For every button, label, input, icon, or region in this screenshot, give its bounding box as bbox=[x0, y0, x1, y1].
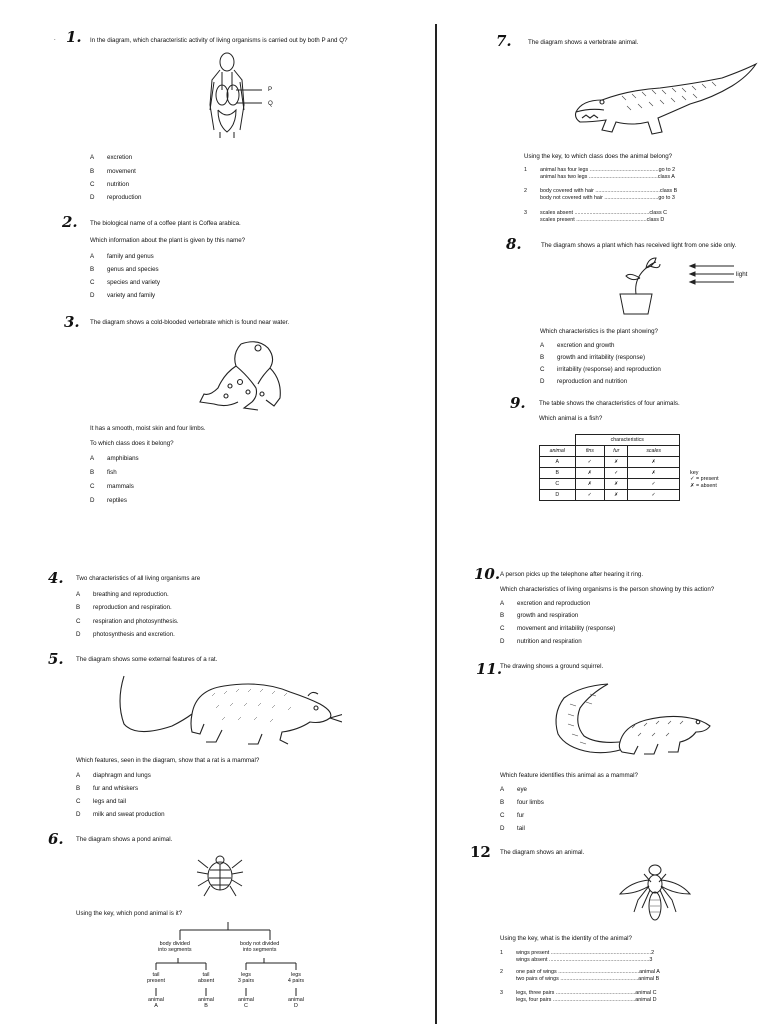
q3-option-d: D reptiles bbox=[90, 497, 127, 504]
q6-key-animal-a: animal A bbox=[148, 997, 164, 1010]
q6-key-legs-3-pairs: legs 3 pairs bbox=[237, 972, 255, 985]
q12-key-row-2: wings absent ...................................................................3 bbox=[516, 957, 653, 963]
q1-option-a: A excretion bbox=[90, 154, 133, 161]
q1-option-b: B movement bbox=[90, 168, 136, 175]
table-cell: D bbox=[540, 490, 576, 501]
q7-key-row-1: 1 animal has four legs ..............................................go to 2 bbox=[524, 167, 676, 173]
q5-number: 5. bbox=[48, 650, 64, 668]
q3-text1: The diagram shows a cold-blooded vertebrate which is found near water. bbox=[90, 319, 290, 326]
q8-text1: The diagram shows a plant which has received light from one side only. bbox=[541, 242, 737, 249]
q2-text1: The biological name of a coffee plant is Coffea arabica. bbox=[90, 220, 241, 227]
q6-pond-animal-diagram bbox=[196, 850, 244, 898]
q2-option-a: A family and genus bbox=[90, 253, 154, 260]
q6-key-tree-lines bbox=[150, 920, 330, 942]
q9-text2: Which animal is a fish? bbox=[539, 415, 603, 422]
table-cell: ✓ bbox=[628, 490, 680, 501]
q7-crocodile-diagram bbox=[572, 60, 762, 142]
table-cell: A bbox=[540, 457, 576, 468]
q11-number: 11. bbox=[476, 660, 503, 678]
q2-text2: Which information about the plant is given by this name? bbox=[90, 237, 246, 244]
q11-squirrel-diagram bbox=[550, 680, 715, 760]
q7-key-row-4: body not covered with hair ....................................go to 3 bbox=[540, 195, 675, 201]
q4-option-d: D photosynthesis and excretion. bbox=[76, 631, 175, 638]
q6-text1: The diagram shows a pond animal. bbox=[76, 836, 173, 843]
q8-number: 8. bbox=[506, 235, 522, 253]
q10-text1: A person picks up the telephone after hearing it ring. bbox=[500, 571, 644, 578]
q6-key-branch-2: body not divided into segments bbox=[240, 941, 280, 954]
table-cell: ✗ bbox=[628, 457, 680, 468]
q11-option-c: C fur bbox=[500, 812, 525, 819]
table-cell: ✓ bbox=[575, 457, 605, 468]
q8-option-a: A excretion and growth bbox=[540, 342, 615, 349]
q3-text2: It has a smooth, moist skin and four limbs. bbox=[90, 425, 206, 432]
q3-option-a: A amphibians bbox=[90, 455, 139, 462]
column-divider bbox=[435, 24, 437, 1024]
q4-number: 4. bbox=[48, 569, 64, 587]
q9-key: key ✓ = present ✗ = absent bbox=[690, 470, 719, 489]
q3-option-c: C mammals bbox=[90, 483, 134, 490]
q11-option-d: D tail bbox=[500, 825, 525, 832]
q7-key-row-3: 2 body covered with hair ...........................................class B bbox=[524, 188, 678, 194]
q7-key-row-5: 3 scales absent ..................................................class C bbox=[524, 210, 668, 216]
q1-label-p: P bbox=[268, 86, 273, 93]
q9-table-group-header: characteristics bbox=[575, 435, 680, 446]
table-cell: ✗ bbox=[605, 490, 628, 501]
q10-option-c: C movement and irritability (response) bbox=[500, 625, 616, 632]
q7-key-row-6: scales present ...............................................class D bbox=[540, 217, 665, 223]
q6-key-legs-4-pairs: legs 4 pairs bbox=[287, 972, 305, 985]
q2-option-c: C species and variety bbox=[90, 279, 160, 286]
q6-key-branch-1: body divided into segments bbox=[158, 941, 192, 954]
q1-label-q: Q bbox=[268, 100, 273, 107]
q12-key-row-3: 2 one pair of wings ......................................................animal A bbox=[500, 969, 660, 975]
q11-text2: Which feature identifies this animal as a mammal? bbox=[500, 772, 638, 779]
q1-human-diagram bbox=[200, 50, 285, 138]
q7-number: 7. bbox=[496, 32, 512, 50]
q7-text1: The diagram shows a vertebrate animal. bbox=[528, 39, 639, 46]
q3-option-b: B fish bbox=[90, 469, 117, 476]
q5-option-a: A diaphragm and lungs bbox=[76, 772, 151, 779]
q9-header-fur: fur bbox=[605, 446, 628, 457]
table-cell: ✗ bbox=[575, 468, 605, 479]
q12-text2: Using the key, what is the identity of the animal? bbox=[500, 935, 632, 942]
table-cell: ✓ bbox=[628, 479, 680, 490]
q5-option-b: B fur and whiskers bbox=[76, 785, 139, 792]
q12-key-row-1: 1 wings present ...................................................................2 bbox=[500, 950, 655, 956]
q3-text3: To which class does it belong? bbox=[90, 440, 174, 447]
table-row bbox=[540, 490, 680, 501]
q9-header-fins: fins bbox=[575, 446, 605, 457]
q9-characteristics-table bbox=[539, 434, 680, 501]
q5-text2: Which features, seen in the diagram, show that a rat is a mammal? bbox=[76, 757, 260, 764]
q3-number: 3. bbox=[64, 313, 80, 331]
q6-key-animal-d: animal D bbox=[288, 997, 304, 1010]
q6-number: 6. bbox=[48, 830, 64, 848]
q8-option-b: B growth and irritability (response) bbox=[540, 354, 646, 361]
q10-option-d: D nutrition and respiration bbox=[500, 638, 582, 645]
stray-mark: . bbox=[54, 36, 56, 42]
q1-text: In the diagram, which characteristic activity of living organisms is carried out by both P and Q? bbox=[90, 37, 348, 44]
table-cell: ✗ bbox=[605, 479, 628, 490]
q6-key-animal-b: animal B bbox=[198, 997, 214, 1010]
q2-option-b: B genus and species bbox=[90, 266, 159, 273]
q3-frog-diagram bbox=[196, 336, 288, 416]
q7-text2: Using the key, to which class does the animal belong? bbox=[524, 153, 673, 160]
q2-number: 2. bbox=[62, 213, 78, 231]
q6-key-animal-c: animal C bbox=[238, 997, 254, 1010]
q12-number: 12 bbox=[470, 843, 491, 861]
table-cell: C bbox=[540, 479, 576, 490]
q6-key-leaf-lines bbox=[140, 987, 310, 997]
q12-key-row-5: 3 legs, three pairs .....................................................animal C bbox=[500, 990, 657, 996]
q9-number: 9. bbox=[510, 394, 526, 412]
table-cell: ✓ bbox=[605, 468, 628, 479]
q8-light-arrows bbox=[688, 262, 738, 286]
table-cell: ✗ bbox=[605, 457, 628, 468]
q10-option-a: A excretion and reproduction bbox=[500, 600, 591, 607]
q1-option-d: D reproduction bbox=[90, 194, 142, 201]
q5-option-c: C legs and tail bbox=[76, 798, 127, 805]
q6-text2: Using the key, which pond animal is it? bbox=[76, 910, 183, 917]
q12-text1: The diagram shows an animal. bbox=[500, 849, 585, 856]
table-cell: ✗ bbox=[575, 479, 605, 490]
table-row bbox=[540, 468, 680, 479]
q1-option-c: C nutrition bbox=[90, 181, 130, 188]
table-cell: B bbox=[540, 468, 576, 479]
q10-text2: Which characteristics of living organisms is the person showing by this action? bbox=[500, 586, 715, 593]
q4-option-a: A breathing and reproduction. bbox=[76, 591, 169, 598]
q9-header-scales: scales bbox=[628, 446, 680, 457]
q4-option-c: C respiration and photosynthesis. bbox=[76, 618, 179, 625]
q8-option-d: D reproduction and nutrition bbox=[540, 378, 628, 385]
q7-key-row-2: animal has two legs ..............................................class A bbox=[540, 174, 675, 180]
q11-option-b: B four limbs bbox=[500, 799, 544, 806]
q12-fly-diagram bbox=[616, 860, 694, 926]
q8-plant-diagram bbox=[612, 256, 664, 316]
q11-option-a: A eye bbox=[500, 786, 527, 793]
q2-option-d: D variety and family bbox=[90, 292, 156, 299]
q1-number: 1. bbox=[66, 28, 82, 46]
q4-text: Two characteristics of all living organisms are bbox=[76, 575, 201, 582]
q6-key-tail-absent: tail absent bbox=[197, 972, 215, 985]
q11-text1: The drawing shows a ground squirrel. bbox=[500, 663, 604, 670]
table-cell: ✓ bbox=[575, 490, 605, 501]
q12-key-row-4: two pairs of wings ....................................................animal B bbox=[516, 976, 660, 982]
table-row bbox=[540, 457, 680, 468]
q10-option-b: B growth and respiration bbox=[500, 612, 579, 619]
q5-option-d: D milk and sweat production bbox=[76, 811, 165, 818]
q8-text2: Which characteristics is the plant showing? bbox=[540, 328, 658, 335]
q6-key-tail-present: tail present bbox=[147, 972, 165, 985]
q12-key-row-6: legs, four pairs .......................................................animal D bbox=[516, 997, 657, 1003]
q4-option-b: B reproduction and respiration. bbox=[76, 604, 172, 611]
q8-light-label: light bbox=[736, 271, 748, 278]
table-cell: ✗ bbox=[628, 468, 680, 479]
q9-text1: The table shows the characteristics of four animals. bbox=[539, 400, 680, 407]
q8-option-c: C irritability (response) and reproduction bbox=[540, 366, 661, 373]
q5-text1: The diagram shows some external features of a rat. bbox=[76, 656, 218, 663]
q10-number: 10. bbox=[474, 565, 501, 583]
q9-header-animal: animal bbox=[540, 446, 576, 457]
q5-rat-diagram bbox=[112, 672, 342, 750]
q6-key-subtree-lines bbox=[140, 957, 310, 971]
table-row bbox=[540, 479, 680, 490]
